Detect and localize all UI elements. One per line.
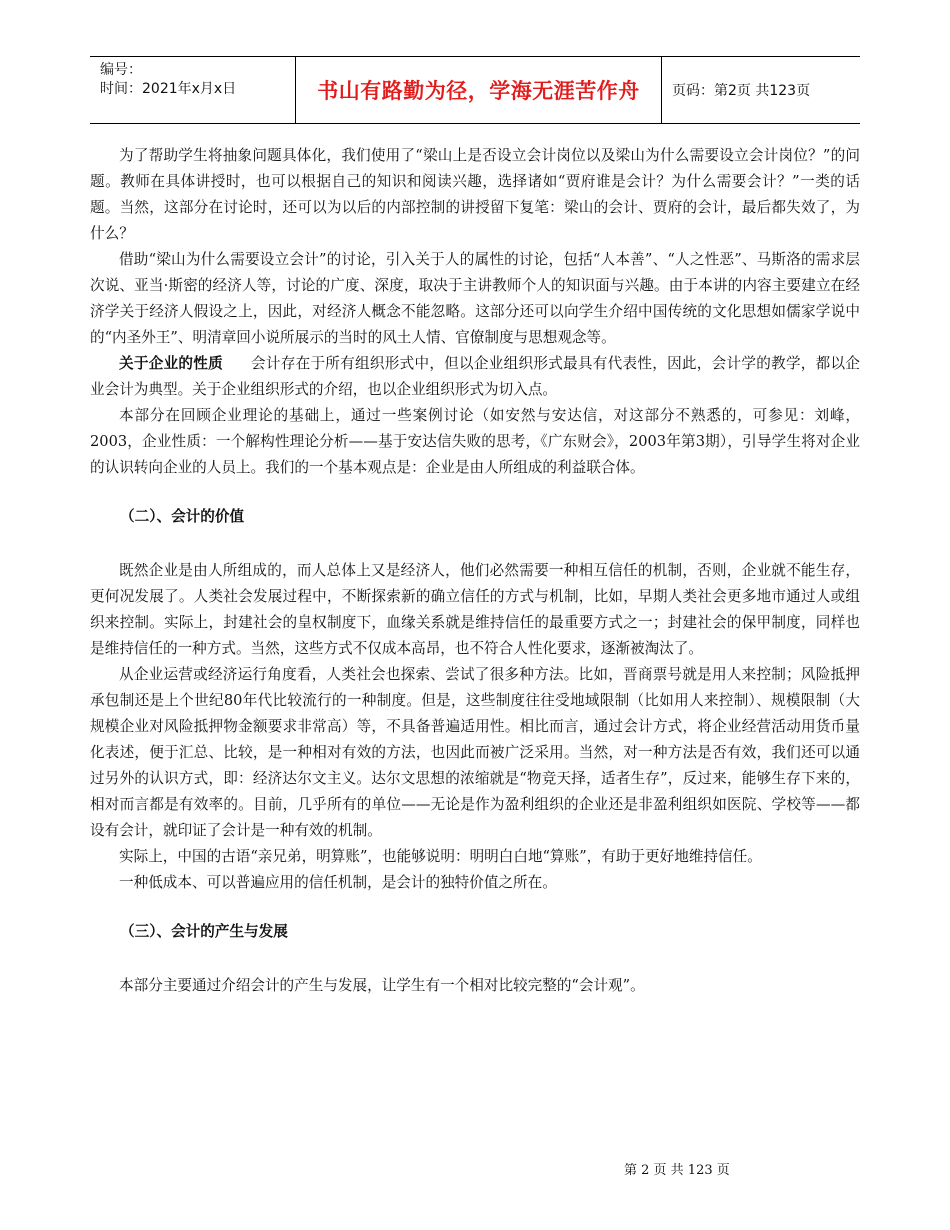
paragraph: 本部分在回顾企业理论的基础上，通过一些案例讨论（如安然与安达信，对这部分不熟悉的，可参见：刘峰，2003，企业性质：一个解构性理论分析——基于安达信失败的思考，《广东财会》，2003年第3期），引导学生将对企业的认识转向企业的人员上。我们的一个基本观点是：企业是由人所组成的利益联合体。 (90, 407, 860, 476)
paragraph: 实际上，中国的古语“亲兄弟，明算账”，也能够说明：明明白白地“算账”，有助于更好地维持信任。 (119, 848, 762, 865)
section-heading: （三）、会计的产生与发展 (120, 923, 288, 940)
header-meta (90, 57, 295, 123)
paragraph (90, 351, 860, 403)
paragraph-text: 会计存在于所有组织形式中，但以企业组织形式最具有代表性，因此，会计学的教学，都以企业会计为典型。关于企业组织形式的介绍，也以企业组织形式为切入点。 (90, 355, 860, 398)
paragraph: 借助“梁山为什么需要设立会计”的讨论，引入关于人的属性的讨论，包括“人本善”、“人之性恶”、马斯洛的需求层次说、亚当·斯密的经济人等，讨论的广度、深度，取决于主讲教师个人的知识面与兴趣。由于本讲的内容主要建立在经济学关于经济人假设之上，因此，对经济人概念不能忽略。这部分还可以向学生介绍中国传统的文化思想如儒家学说中的“内圣外王”、明清章回小说所展示的当时的风土人情、官僚制度与思想观念等。 (90, 251, 860, 346)
page-footer: 第 2 页 共 123 页 (624, 1163, 730, 1178)
paragraph: 一种低成本、可以普遍应用的信任机制，是会计的独特价值之所在。 (119, 874, 557, 891)
header-motto: 书山有路勤为径，学海无涯苦作舟 (295, 57, 662, 123)
header-page-info: 页码：第2页 共123页 (672, 83, 811, 99)
paragraph: 既然企业是由人所组成的，而人总体上又是经济人，他们必然需要一种相互信任的机制，否则，企业就不能生存，更何况发展了。人类社会发展过程中，不断探索新的确立信任的方式与机制，比如，早期人类社会更多地市通过人或组织来控制。实际上，封建社会的皇权制度下，血缘关系就是维持信任的最重要方式之一；封建社会的保甲制度，同样也是维持信任的一种方式。当然，这些方式不仅成本高昂，也不符合人性化要求，逐渐被淘汰了。 (90, 562, 860, 657)
page-header (90, 56, 860, 124)
paragraph-lead: 关于企业的性质 (119, 355, 224, 372)
document-body (90, 143, 860, 999)
time-label: 时间：2021年x月x日 (100, 81, 237, 97)
paragraph: 本部分主要通过介绍会计的产生与发展，让学生有一个相对比较完整的“会计观”。 (119, 977, 645, 994)
serial-label: 编号： (100, 62, 142, 78)
paragraph: 为了帮助学生将抽象问题具体化，我们使用了“梁山上是否设立会计岗位以及梁山为什么需要设立会计岗位？”的问题。教师在具体讲授时，也可以根据自己的知识和阅读兴趣，选择诸如“贾府谁是会计？为什么需要会计？”一类的话题。当然，这部分在讨论时，还可以为以后的内部控制的讲授留下复笔：梁山的会计、贾府的会计，最后都失效了，为什么？ (90, 147, 860, 242)
paragraph: 从企业运营或经济运行角度看，人类社会也探索、尝试了很多种方法。比如，晋商票号就是用人来控制；风险抵押承包制还是上个世纪80年代比较流行的一种制度。但是，这些制度往往受地域限制（比如用人来控制）、规模限制（大规模企业对风险抵押物金额要求非常高）等，不具备普遍适用性。相比而言，通过会计方式，将企业经营活动用货币量化表述，便于汇总、比较，是一种相对有效的方法，也因此而被广泛采用。当然，对一种方法是否有效，我们还可以通过另外的认识方式，即：经济达尔文主义。达尔文思想的浓缩就是“物竞天择，适者生存”，反过来，能够生存下来的，相对而言都是有效率的。目前，几乎所有的单位——无论是作为盈利组织的企业还是非盈利组织如医院、学校等——都设有会计，就印证了会计是一种有效的机制。 (90, 666, 860, 839)
section-heading: （二）、会计的价值 (120, 508, 245, 525)
